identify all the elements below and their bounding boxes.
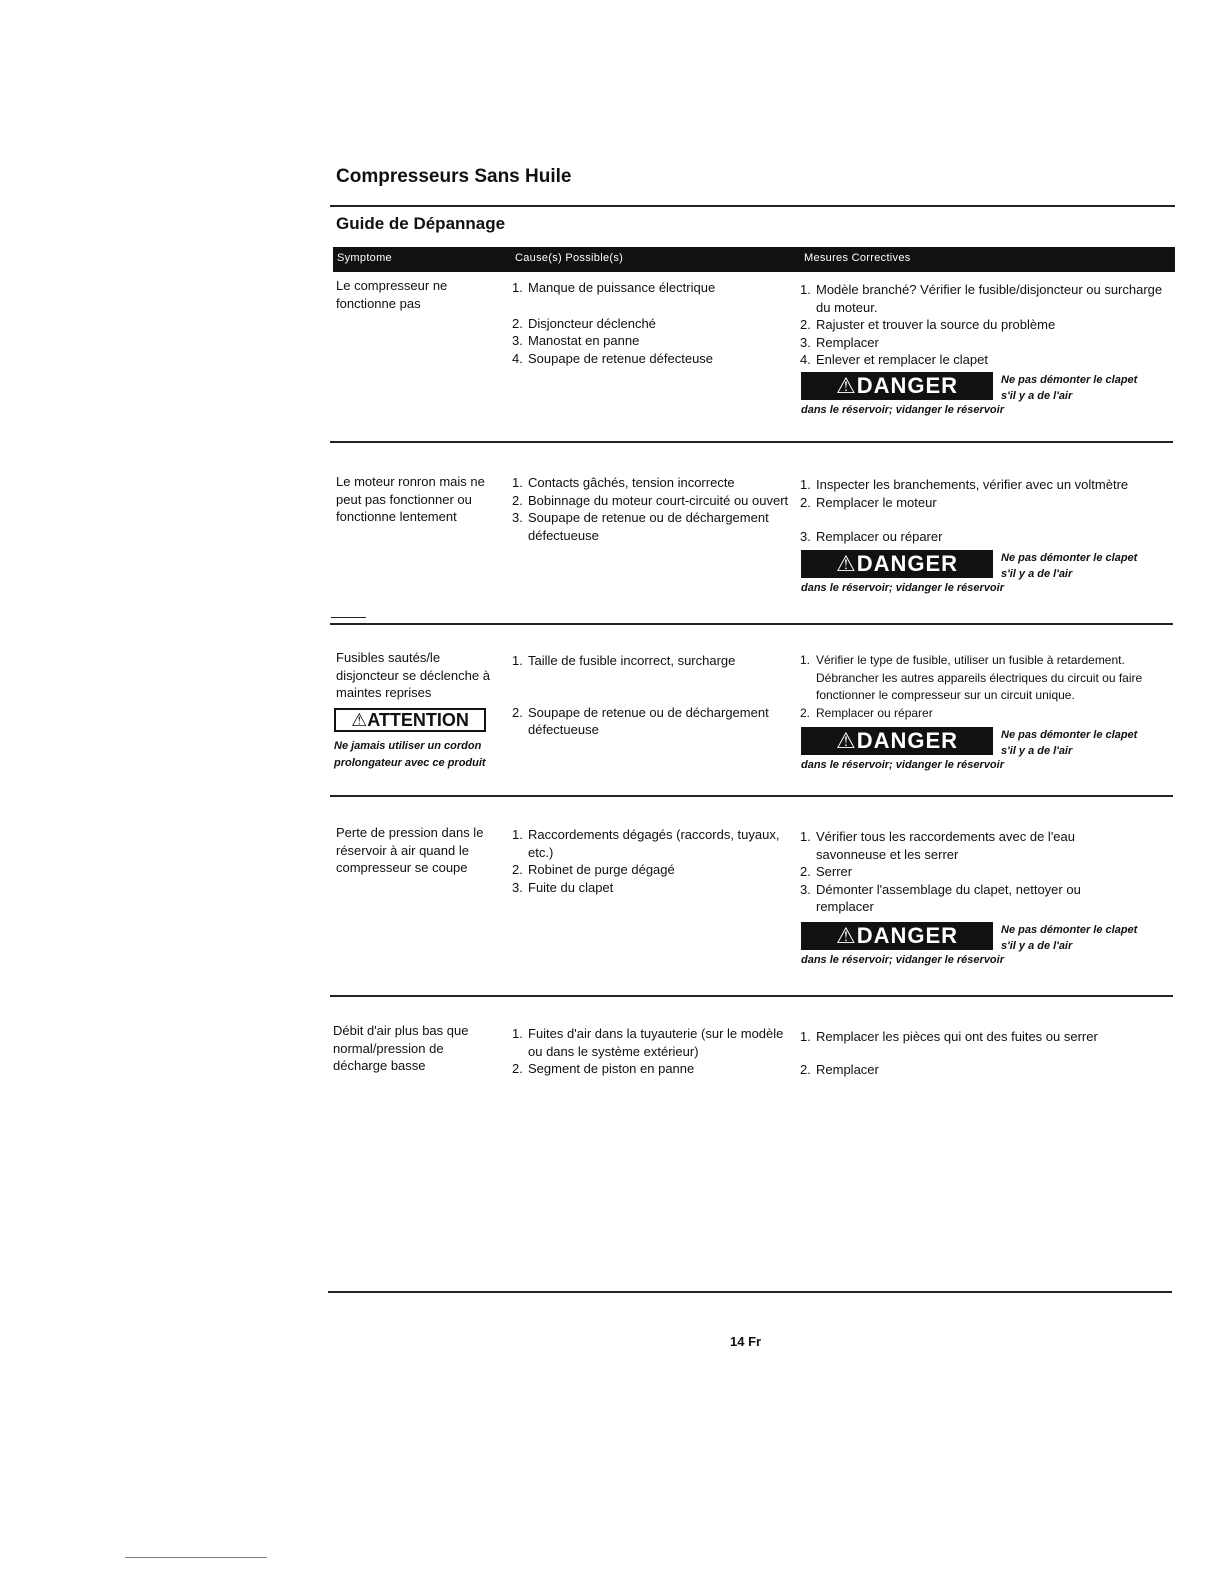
warning-triangle-icon: ⚠ (835, 373, 857, 398)
row5-causes: 1. Fuites d'air dans la tuyauterie (sur le modèle ou dans le système extérieur) 2. Segment de piston en panne (512, 1026, 784, 1076)
warning-triangle-icon: ⚠ (351, 709, 368, 730)
header-symptom: Symptome (337, 252, 392, 264)
row-divider (330, 623, 1173, 625)
danger-warning: ⚠ DANGER Ne pas démonter le clapet s'il y a de l'air dans le réservoir; vidanger le réservoir (801, 923, 1138, 966)
row4-symptom: Perte de pression dans le réservoir à air quand le compresseur se coupe (336, 825, 484, 875)
footer-divider (328, 1291, 1172, 1293)
row3-symptom: Fusibles sautés/le disjoncteur se déclenche à maintes reprises (336, 650, 490, 700)
danger-warning: ⚠ DANGER Ne pas démonter le clapet s'il y a de l'air dans le réservoir; vidanger le réservoir (801, 728, 1138, 771)
bottom-underline (125, 1557, 267, 1558)
row2-causes: 1. Contacts gâchés, tension incorrecte 2. Bobinnage du moteur court-circuité ou ouvert 3. Soupape de retenue ou de déchargement défectueuse (512, 475, 789, 543)
row5-remedies: 1. Remplacer les pièces qui ont des fuites ou serrer 2. Remplacer (800, 1029, 1098, 1077)
danger-warning: ⚠ DANGER Ne pas démonter le clapet s'il y a de l'air dans le réservoir; vidanger le réservoir (801, 551, 1138, 594)
row-divider (330, 795, 1173, 797)
warning-triangle-icon: ⚠ (835, 728, 857, 753)
row3-causes: 1. Taille de fusible incorrect, surcharge 2. Soupape de retenue ou de déchargement défectueuse (512, 653, 769, 737)
section-title: Guide de Dépannage (336, 214, 506, 233)
header-causes: Cause(s) Possible(s) (515, 252, 624, 264)
short-divider (331, 617, 366, 618)
title-divider (330, 205, 1175, 207)
row4-remedies: 1. Vérifier tous les raccordements avec de l'eau savonneuse et les serrer 2. Serrer 3. Démonter l'assemblage du clapet, nettoyer ou remplacer (800, 829, 1081, 914)
danger-warning: ⚠ DANGER Ne pas démonter le clapet s'il y a de l'air dans le réservoir; vidanger le réservoir (801, 373, 1138, 416)
row1-remedies: 1. Modèle branché? Vérifier le fusible/disjoncteur ou surcharge du moteur. 2. Rajuster et trouver la source du problème 3. Remplacer 4. Enlever et remplacer le clapet (800, 282, 1163, 367)
row5-symptom: Débit d'air plus bas que normal/pression de décharge basse (333, 1023, 469, 1073)
row1-causes: 1. Manque de puissance électrique 2. Disjoncteur déclenché 3. Manostat en panne 4. Soupape de retenue défecteuse (512, 280, 716, 366)
row-divider (330, 441, 1173, 443)
row4-causes: 1. Raccordements dégagés (raccords, tuyaux, etc.) 2. Robinet de purge dégagé 3. Fuite du clapet (512, 827, 780, 895)
row2-remedies: 1. Inspecter les branchements, vérifier avec un voltmètre 2. Remplacer le moteur 3. Remplacer ou réparer (800, 477, 1129, 544)
row1-symptom: Le compresseur ne fonctionne pas (336, 278, 448, 311)
warning-triangle-icon: ⚠ (835, 923, 857, 948)
row3-remedies: 1. Vérifier le type de fusible, utiliser un fusible à retardement. Débrancher les autres appareils électriques du circuit ou faire fonctionner le compresseur sur un circuit unique. 2. Remplacer ou réparer (800, 653, 1143, 720)
attention-label: ⚠ ATTENTION (334, 708, 486, 732)
attention-text: Ne jamais utiliser un cordon prolongateur avec ce produit (334, 740, 486, 769)
page-number: 14 Fr (730, 1334, 762, 1349)
page-title: Compresseurs Sans Huile (336, 166, 572, 187)
row2-symptom: Le moteur ronron mais ne peut pas fonctionner ou fonctionne lentement (336, 474, 485, 524)
header-remedies: Mesures Correctives (804, 252, 911, 264)
row-divider (330, 995, 1173, 997)
table-header (333, 247, 1175, 272)
warning-triangle-icon: ⚠ (835, 551, 857, 576)
